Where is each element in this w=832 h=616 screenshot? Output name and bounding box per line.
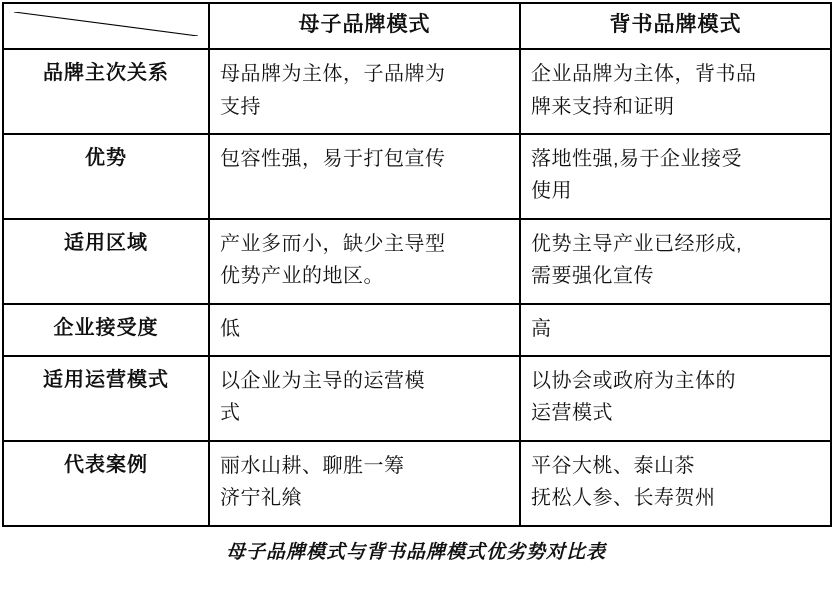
cell-line: 平谷大桃、泰山茶 [531, 454, 695, 477]
table-cell [209, 134, 520, 219]
table-row [3, 304, 831, 356]
diagonal-divider-icon [14, 12, 198, 36]
cell-line: 包容性强，易于打包宣传 [220, 148, 446, 171]
table-row [3, 356, 831, 441]
table-row [3, 134, 831, 219]
row-header: 代表案例 [3, 441, 209, 526]
cell-line: 丽水山耕、聊胜一筹 [220, 454, 405, 477]
cell-line: 落地性强,易于企业接受 [531, 148, 743, 171]
table-cell [209, 304, 520, 356]
cell-line: 低 [220, 317, 241, 340]
table-cell [209, 49, 520, 134]
cell-line: 产业多而小，缺少主导型 [220, 232, 446, 255]
table-cell [209, 441, 520, 526]
table-cell [209, 219, 520, 304]
cell-line: 母品牌为主体，子品牌为 [220, 63, 446, 86]
cell-line: 抚松人参、长寿贺州 [531, 487, 716, 510]
table-cell [520, 219, 831, 304]
cell-line: 式 [220, 402, 241, 425]
table-corner-cell [3, 3, 209, 49]
table-row [3, 49, 831, 134]
comparison-table [2, 2, 832, 527]
row-header: 优势 [3, 134, 209, 219]
row-header: 适用运营模式 [3, 356, 209, 441]
row-header: 适用区域 [3, 219, 209, 304]
table-cell [520, 441, 831, 526]
column-header-2: 背书品牌模式 [520, 3, 831, 49]
cell-line: 使用 [531, 180, 572, 203]
row-header: 企业接受度 [3, 304, 209, 356]
cell-line: 优势产业的地区。 [220, 265, 384, 288]
cell-line: 以企业为主导的运营模 [220, 369, 425, 392]
table-cell [520, 356, 831, 441]
table-cell [520, 49, 831, 134]
cell-line: 企业品牌为主体，背书品 [531, 63, 757, 86]
table-caption: 母子品牌模式与背书品牌模式优劣势对比表 [225, 541, 606, 563]
table-row [3, 441, 831, 526]
table-row [3, 219, 831, 304]
cell-line: 济宁礼飨 [220, 487, 302, 510]
cell-line: 高 [531, 317, 552, 340]
table-cell [520, 134, 831, 219]
cell-line: 需要强化宣传 [531, 265, 654, 288]
table-cell [209, 356, 520, 441]
cell-line: 运营模式 [531, 402, 613, 425]
cell-line: 优势主导产业已经形成, [531, 232, 743, 255]
cell-line: 牌来支持和证明 [531, 95, 675, 118]
cell-line: 以协会或政府为主体的 [531, 369, 736, 392]
table-header-row [3, 3, 831, 49]
row-header: 品牌主次关系 [3, 49, 209, 134]
cell-line: 支持 [220, 95, 261, 118]
document-page [0, 2, 832, 616]
table-cell [520, 304, 831, 356]
column-header-1: 母子品牌模式 [209, 3, 520, 49]
